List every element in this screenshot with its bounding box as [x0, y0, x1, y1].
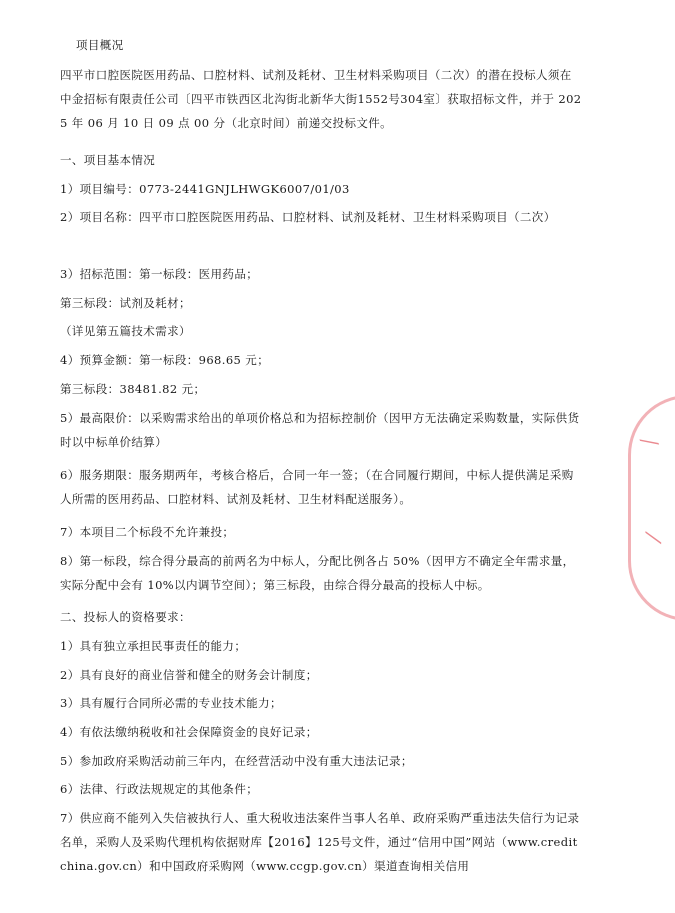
item-project-number: 1）项目编号：0773-2441GNJLHWGK6007/01/03	[60, 182, 350, 196]
qualification-3: 3）具有履行合同所必需的专业技术能力；	[60, 696, 282, 710]
item-budget: 4）预算金额：第一标段：968.65 元；	[60, 353, 270, 367]
item-scope-section3: 第三标段：试剂及耗材；	[60, 296, 191, 310]
qualification-4: 4）有依法缴纳税收和社会保障资金的良好记录；	[60, 725, 318, 739]
section-heading-basic-info: 一、项目基本情况	[60, 153, 156, 167]
item-service-period: 6）服务期限：服务期两年，考核合格后，合同一年一签；（在合同履行期间，中标人提供满足采购人所需的医用药品、口腔材料、试剂及耗材、卫生材料配送服务）。	[60, 468, 574, 506]
item-project-name: 2）项目名称：四平市口腔医院医用药品、口腔材料、试剂及耗材、卫生材料采购项目（二次）	[60, 210, 556, 224]
item-scope-note: （详见第五篇技术需求）	[60, 324, 191, 338]
item-scope: 3）招标范围：第一标段：医用药品；	[60, 267, 259, 281]
red-seal-stamp	[628, 395, 675, 621]
seal-mark: ⁄	[639, 534, 665, 541]
item-budget-section3: 第三标段：38481.82 元；	[60, 382, 206, 396]
qualification-5: 5）参加政府采购活动前三年内，在经营活动中没有重大违法记录；	[60, 754, 413, 768]
section-heading-qualifications: 二、投标人的资格要求：	[60, 610, 191, 624]
item-award-rule: 8）第一标段，综合得分最高的前两名为中标人，分配比例各占 50%（因甲方不确定全年需求量，实际分配中会有 10%以内调节空间）；第三标段，由综合得分最高的投标人中标。	[60, 554, 575, 592]
overview-title: 项目概况	[76, 38, 124, 52]
item-price-cap: 5）最高限价：以采购需求给出的单项价格总和为招标控制价（因甲方无法确定采购数量，实际供货时以中标单价结算）	[60, 411, 580, 449]
qualification-1: 1）具有独立承担民事责任的能力；	[60, 639, 247, 653]
qualification-2: 2）具有良好的商业信誉和健全的财务会计制度；	[60, 668, 318, 682]
seal-mark: ⁄	[635, 436, 661, 449]
overview-paragraph: 四平市口腔医院医用药品、口腔材料、试剂及耗材、卫生材料采购项目（二次）的潜在投标人须在中金招标有限责任公司〔四平市铁西区北沟街北新华大街1552号304室〕获取招标文件，并于 2025 年 06 月 10 日 09 点 00 分（北京时间）前递交投标文件。	[60, 68, 582, 130]
qualification-7: 7）供应商不能列入失信被执行人、重大税收违法案件当事人名单、政府采购严重违法失信行为记录名单，采购人及采购代理机构依据财库【2016】125号文件，通过“信用中国”网站（www.creditchina.gov.cn）和中国政府采购网（www.ccgp.gov.cn）渠道查询相关信用	[60, 811, 580, 873]
item-no-double-bid: 7）本项目二个标段不允许兼投；	[60, 525, 235, 539]
qualification-6: 6）法律、行政法规规定的其他条件；	[60, 782, 259, 796]
